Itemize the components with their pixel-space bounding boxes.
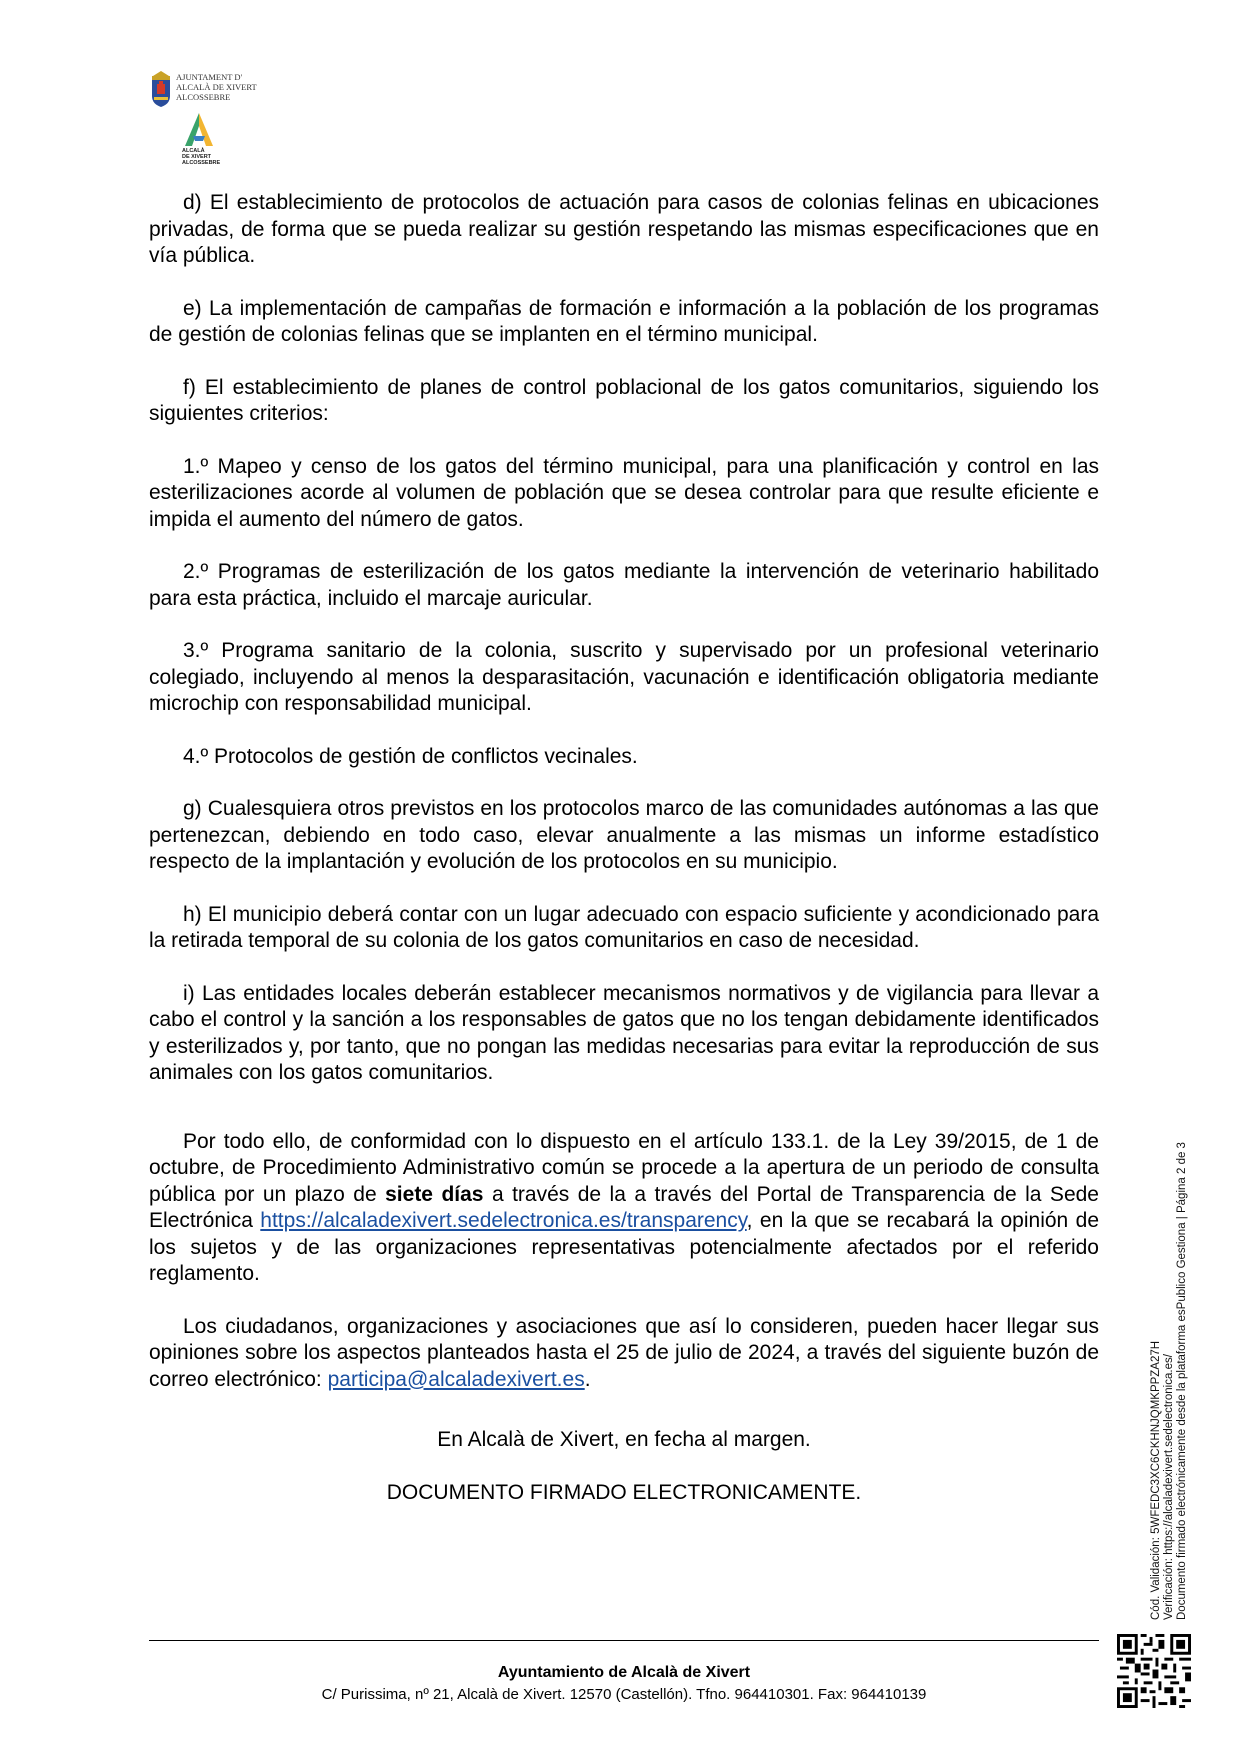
letter-a-logo-icon [182,112,216,148]
criterion-3: 3.º Programa sanitario de la colonia, suscrito y supervisado por un profesional veterinario colegiado, incluyendo al menos la desparasitación, vacunación e identificación obligatoria mediante microchip con responsabilidad municipal. [149,639,1099,715]
place-date: En Alcalà de Xivert, en fecha al margen. [437,1428,811,1451]
qr-code-icon[interactable] [1117,1634,1191,1708]
consulta-text-1: Por todo ello, de conformidad con lo dispuesto en el artículo 133.1. de la Ley 39/2015, de 1 de octubre, de Procedimiento Administrativo común se procede a la apertura de un periodo de consulta pública por un plazo de [149,1129,1099,1206]
email-link[interactable]: participa@alcaladexivert.es [327,1367,585,1391]
consulta-text-3: , en la que se recabará la opinión de los sujetos y de las organizaciones representativas potencialmente afectados por el referido reglamento. [149,1209,1099,1285]
logo2-line-2: DE XIVERT [182,154,212,160]
tourism-logo [178,112,228,166]
criterion-2: 2.º Programas de esterilización de los gatos mediante la intervención de veterinario habilitado para esta práctica, incluido el marcaje auricular. [149,560,1099,610]
paragraph-ciudadanos [149,1314,1099,1394]
logo-line-2: ALCALÀ DE XIVERT [176,82,257,92]
footer-address: C/ Purissima, nº 21, Alcalà de Xivert. 12570 (Castellón). Tfno. 964410301. Fax: 964410139 [321,1686,927,1703]
document-body [149,190,1099,1532]
paragraph-d: d) El establecimiento de protocolos de actuación para casos de colonias felinas en ubicaciones privadas, de forma que se pueda realizar su gestión respetando las mismas especificaciones que en vía pública. [149,191,1099,267]
logo-line-1: AJUNTAMENT D' [176,72,243,82]
consulta-text-2: a través de la a través del Portal de Transparencia de la Sede Electrónica [149,1182,1099,1232]
footer-title: Ayuntamiento de Alcalà de Xivert [497,1664,751,1681]
verification-url: Verificación: https://alcaladexivert.sedelectronica.es/ [1163,1354,1175,1620]
validation-code: Cód. Validación: 5WFEDC3XC6CKHNJQMKPPZA27H [1150,1340,1162,1620]
municipal-logo [150,70,270,110]
transparency-link[interactable]: https://alcaladexivert.sedelectronica.es/transparency [260,1209,747,1232]
coat-of-arms-icon [150,70,172,108]
plazo-bold: siete días [385,1182,484,1206]
logo-line-3: ALCOSSEBRE [176,92,231,102]
footer-divider [149,1640,1099,1641]
logo2-line-3: ALCOSSEBRE [182,160,221,166]
ciudadanos-text-1: Los ciudadanos, organizaciones y asociaciones que así lo consideren, pueden hacer llegar sus opiniones sobre los aspectos planteados hasta el 25 de julio de 2024, a través del siguiente buzón de correo electrónico: [149,1314,1099,1391]
ciudadanos-text-2: . [584,1367,591,1391]
paragraph-consulta [149,1129,1099,1288]
criterion-4: 4.º Protocolos de gestión de conflictos vecinales. [183,744,638,768]
paragraph-f: f) El establecimiento de planes de control poblacional de los gatos comunitarios, siguiendo los siguientes criterios: [149,375,1099,425]
paragraph-h: h) El municipio deberá contar con un lugar adecuado con espacio suficiente y acondicionado para la retirada temporal de su colonia de los gatos comunitarios en caso de necesidad. [149,902,1099,952]
logo2-line-1: ALCALÀ [182,148,205,154]
validation-sidebar [1150,1100,1189,1620]
paragraph-e: e) La implementación de campañas de formación e información a la población de los programas de gestión de colonias felinas que se implanten en el término municipal. [149,296,1099,346]
criterion-1: 1.º Mapeo y censo de los gatos del término municipal, para una planificación y control en las esterilizaciones acorde al volumen de población que se desea controlar para que resulte eficiente e impida el aumento del número de gatos. [149,454,1099,531]
paragraph-g: g) Cualesquiera otros previstos en los protocolos marco de las comunidades autónomas a las que pertenezcan, debiendo en todo caso, elevar anualmente a las mismas un informe estadístico respecto de la implantación y evolución de los protocolos en su municipio. [149,797,1099,873]
signature-note: Documento firmado electrónicamente desde la plataforma esPublico Gestiona | Página 2 de 3 [1176,1142,1188,1620]
paragraph-i: i) Las entidades locales deberán establecer mecanismos normativos y de vigilancia para llevar a cabo el control y la sanción a los responsables de gatos que no los tengan debidamente identificados y esterilizados y, por tanto, que no pongan las medidas necesarias para evitar la reproducción de sus animales con los gatos comunitarios. [149,981,1099,1084]
signed-note: DOCUMENTO FIRMADO ELECTRONICAMENTE. [386,1480,862,1504]
